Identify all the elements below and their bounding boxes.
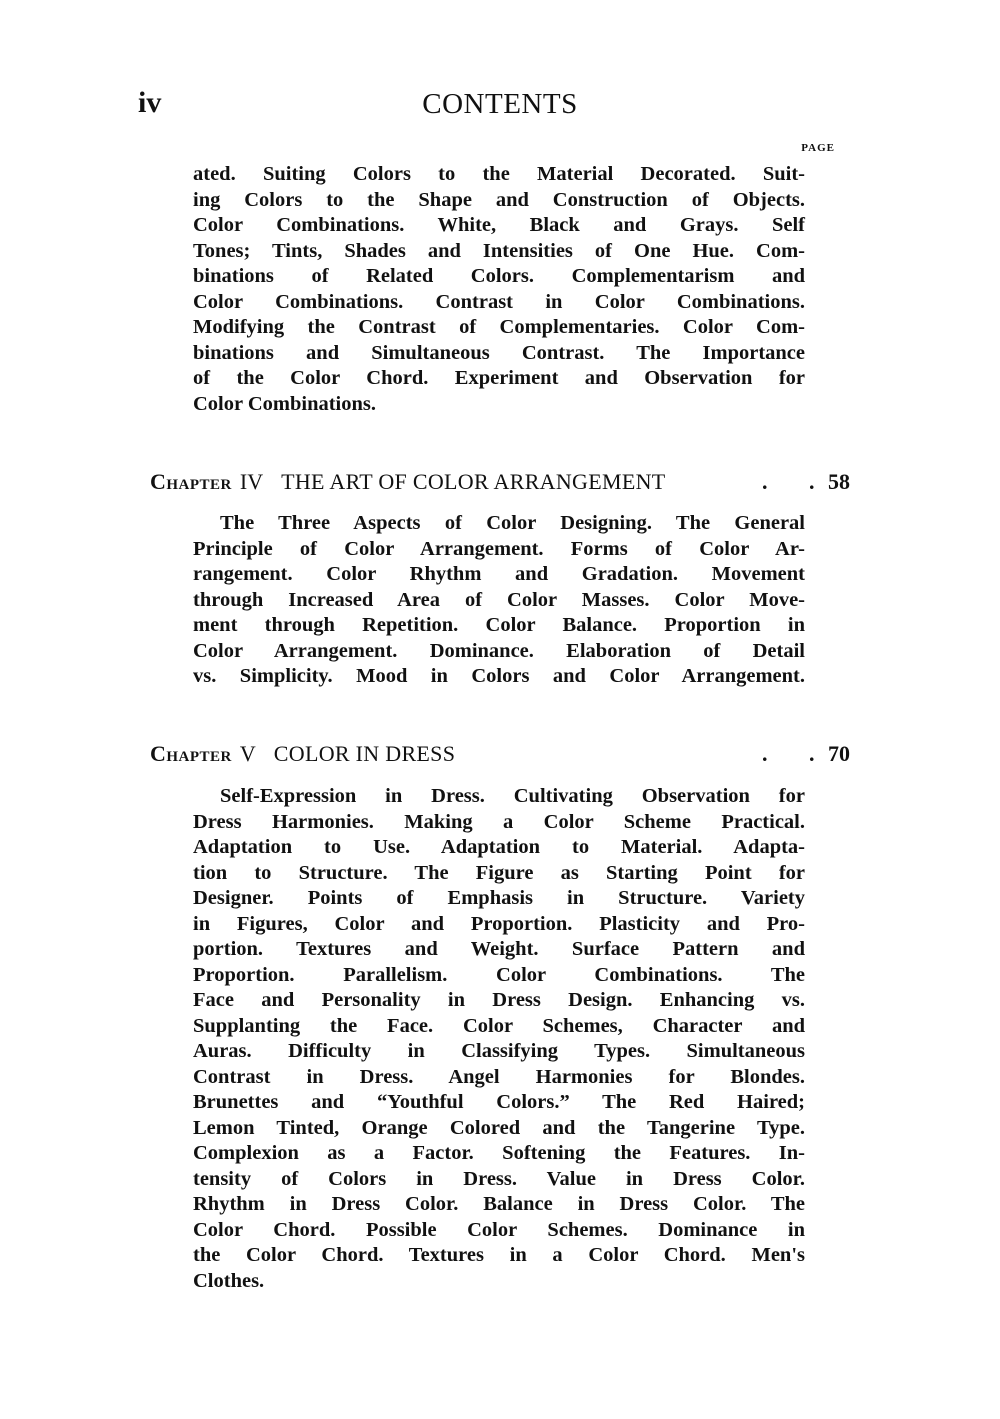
summary-line: Color Combinations. — [193, 392, 377, 415]
summary-line: Rhythm in Dress Color. Balance in Dress Color. The — [193, 1193, 805, 1215]
page-number: iv — [138, 86, 162, 119]
summary-line: Principle of Color Arrangement. Forms of Color Ar- — [193, 537, 805, 560]
page-title: CONTENTS — [422, 88, 578, 120]
chapter-summary-v — [193, 784, 805, 1294]
summary-line: through Increased Area of Color Masses. Color Move- — [193, 588, 805, 611]
chapter-summary-iv — [193, 511, 805, 690]
summary-line: Face and Personality in Dress Design. Enhancing vs. — [193, 989, 805, 1011]
summary-line: Color Combinations. White, Black and Grays. Self — [193, 214, 805, 236]
summary-line: the Color Chord. Textures in a Color Chord. Men's — [193, 1244, 805, 1266]
summary-line: Contrast in Dress. Angel Harmonies for Blondes. — [193, 1065, 805, 1088]
summary-line: ing Colors to the Shape and Construction of Objects. — [193, 188, 805, 211]
summary-line: vs. Simplicity. Mood in Colors and Color Arrangement. — [193, 665, 805, 687]
summary-line: The Three Aspects of Color Designing. The General — [220, 512, 805, 534]
summary-line: tion to Structure. The Figure as Starting Point for — [193, 861, 805, 884]
summary-line: Color Combinations. Contrast in Color Combinations. — [193, 290, 805, 313]
chapter-title: COLOR IN DRESS — [273, 741, 456, 766]
summary-line: ated. Suiting Colors to the Material Decorated. Suit- — [193, 163, 805, 185]
summary-line: Dress Harmonies. Making a Color Scheme Practical. — [193, 810, 805, 833]
summary-line: Brunettes and “Youthful Colors.” The Red Haired; — [193, 1091, 805, 1113]
summary-line: Color Arrangement. Dominance. Elaboration of Detail — [193, 639, 805, 662]
summary-line: rangement. Color Rhythm and Gradation. Movement — [193, 563, 805, 585]
summary-line: in Figures, Color and Proportion. Plasticity and Pro- — [193, 912, 805, 935]
chapter-number: IV — [239, 469, 264, 494]
chapter-label: Chapter — [150, 741, 232, 766]
summary-line: tensity of Colors in Dress. Value in Dress Color. — [193, 1167, 805, 1190]
continuation-summary — [193, 162, 805, 417]
summary-line: Designer. Points of Emphasis in Structure. Variety — [193, 887, 805, 909]
chapter-number: V — [239, 741, 256, 766]
summary-line: portion. Textures and Weight. Surface Pattern and — [193, 938, 805, 960]
summary-line: ment through Repetition. Color Balance. Proportion in — [193, 614, 805, 636]
summary-line: binations of Related Colors. Complementarism and — [193, 265, 805, 287]
summary-line: Supplanting the Face. Color Schemes, Character and — [193, 1014, 805, 1037]
chapter-page-number: 70 — [828, 741, 850, 766]
summary-line: Complexion as a Factor. Softening the Features. In- — [193, 1142, 805, 1164]
summary-line: Auras. Difficulty in Classifying Types. Simultaneous — [193, 1040, 805, 1062]
chapter-page-number: 58 — [828, 469, 850, 494]
summary-line: Tones; Tints, Shades and Intensities of One Hue. Com- — [193, 239, 805, 262]
leader-dots: . . — [762, 741, 833, 766]
chapter-heading-iv[interactable] — [150, 467, 850, 497]
summary-line: of the Color Chord. Experiment and Observation for — [193, 367, 805, 389]
chapter-label: Chapter — [150, 469, 232, 494]
summary-line: Color Chord. Possible Color Schemes. Dominance in — [193, 1218, 805, 1241]
summary-line: Self-Expression in Dress. Cultivating Observation for — [220, 785, 805, 807]
summary-line: Clothes. — [193, 1269, 265, 1292]
summary-line: Adaptation to Use. Adaptation to Material. Adapta- — [193, 836, 805, 858]
chapter-title: THE ART OF COLOR ARRANGEMENT — [281, 469, 666, 494]
summary-line: Modifying the Contrast of Complementaries. Color Com- — [193, 316, 805, 338]
summary-line: Lemon Tinted, Orange Colored and the Tangerine Type. — [193, 1116, 805, 1139]
summary-line: binations and Simultaneous Contrast. The Importance — [193, 341, 805, 364]
leader-dots: . . — [762, 469, 833, 494]
chapter-heading-v[interactable] — [150, 739, 850, 769]
page-column-label: PAGE — [801, 142, 835, 154]
summary-line: Proportion. Parallelism. Color Combinations. The — [193, 963, 805, 986]
